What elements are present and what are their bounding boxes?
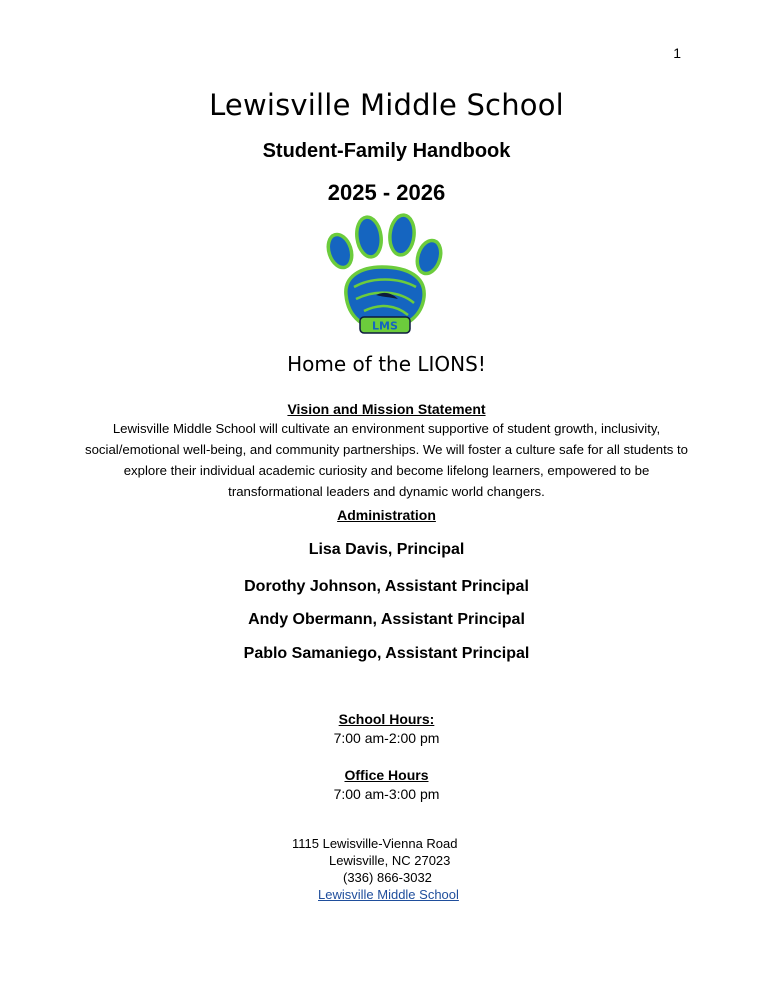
administration-heading: Administration [337, 507, 436, 523]
vision-line: transformational leaders and dynamic world changers. [228, 484, 545, 499]
office-hours-value: 7:00 am-3:00 pm [333, 786, 440, 802]
paw-print-icon [324, 213, 448, 337]
admin-principal: Lisa Davis, Principal [308, 541, 465, 558]
school-hours-value: 7:00 am-2:00 pm [333, 730, 440, 746]
paw-toe-1 [324, 231, 355, 270]
vision-line: Lewisville Middle School will cultivate an environment supportive of student growth, inclusivity, [112, 421, 661, 436]
admin-assistant-principal: Andy Obermann, Assistant Principal [248, 611, 525, 628]
school-hours-heading: School Hours: [338, 711, 435, 727]
school-website-link[interactable]: Lewisville Middle School [318, 887, 459, 902]
page-number: 1 [673, 45, 681, 61]
phone-number: (336) 866-3032 [343, 870, 432, 885]
office-hours-heading: Office Hours [344, 767, 429, 783]
motto: Home of the LIONS! [287, 352, 486, 376]
school-year: 2025 - 2026 [327, 180, 446, 205]
vision-line: explore their individual academic curiosity and become lifelong learners, empowered to be [123, 463, 650, 478]
logo-text: LMS [372, 319, 398, 333]
paw-toe-3 [388, 214, 416, 256]
paw-toe-2 [354, 216, 383, 259]
address-street: 1115 Lewisville-Vienna Road [292, 836, 458, 851]
paw-toe-4 [413, 237, 444, 276]
handbook-title: Student-Family Handbook [262, 140, 511, 162]
vision-statement [75, 418, 698, 502]
admin-assistant-principal: Dorothy Johnson, Assistant Principal [244, 578, 529, 595]
school-name-title: Lewisville Middle School [209, 88, 564, 122]
address-city: Lewisville, NC 27023 [329, 853, 451, 868]
vision-line: social/emotional well-being, and community partnerships. We will foster a culture safe for all students to [85, 442, 688, 457]
admin-assistant-principal: Pablo Samaniego, Assistant Principal [243, 645, 530, 662]
vision-heading: Vision and Mission Statement [287, 401, 486, 417]
